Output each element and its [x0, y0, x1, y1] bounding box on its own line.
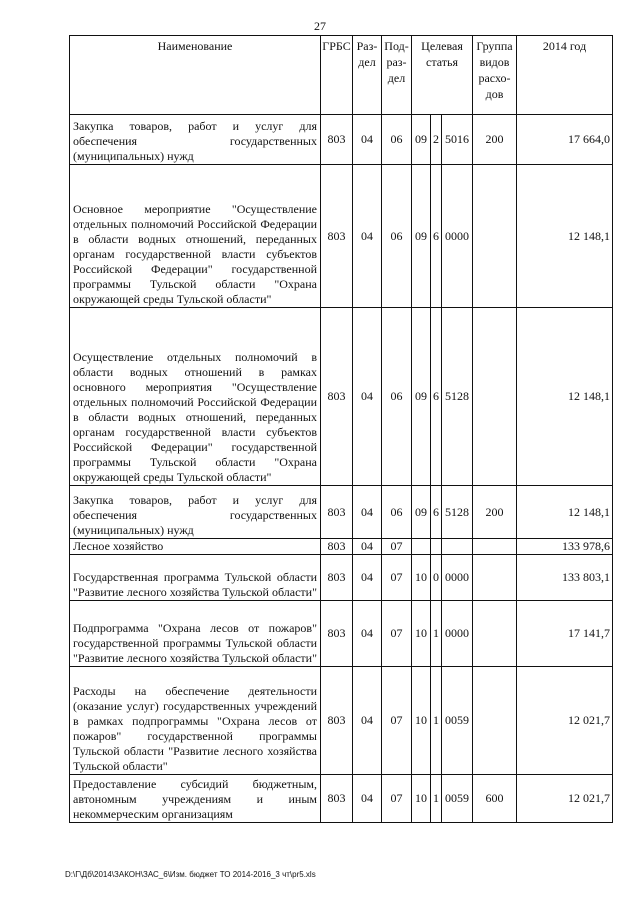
row-target-code: 0000 — [442, 165, 473, 308]
row-target-program: 10 — [412, 775, 431, 823]
table-row — [70, 667, 613, 775]
table-row — [70, 486, 613, 539]
row-expense-group — [473, 308, 517, 486]
row-name: Предоставление субсидий бюджетным, автономным учреждениям и иным некоммерческим организациям — [70, 775, 321, 823]
row-name: Основное мероприятие "Осуществление отдельных полномочий Российской Федерации в области водных отношений, переданных органам государственной власти субъектов Российской Федерации" государственной программы Тульской области "Охрана окружающей среды Тульской области" — [70, 165, 321, 308]
row-target-code: 5128 — [442, 486, 473, 539]
col-header-target: Целевая статья — [412, 36, 473, 115]
table-row — [70, 539, 613, 555]
row-target-subprogram — [431, 539, 442, 555]
row-subsection: 07 — [382, 539, 412, 555]
row-amount: 12 021,7 — [517, 775, 613, 823]
row-name: Закупка товаров, работ и услуг для обеспечения государственных (муниципальных) нужд — [70, 486, 321, 539]
row-grbs: 803 — [321, 308, 353, 486]
row-amount: 133 978,6 — [517, 539, 613, 555]
row-target-program: 09 — [412, 308, 431, 486]
row-section: 04 — [353, 555, 382, 601]
row-target-subprogram: 2 — [431, 115, 442, 165]
row-subsection: 07 — [382, 775, 412, 823]
table-row — [70, 165, 613, 308]
row-amount: 12 148,1 — [517, 165, 613, 308]
row-grbs: 803 — [321, 555, 353, 601]
table-row — [70, 775, 613, 823]
col-header-subsection: Под- раз- дел — [382, 36, 412, 115]
row-expense-group: 200 — [473, 486, 517, 539]
col-header-section: Раз- дел — [353, 36, 382, 115]
row-target-code: 5016 — [442, 115, 473, 165]
row-grbs: 803 — [321, 667, 353, 775]
row-target-subprogram: 0 — [431, 555, 442, 601]
row-subsection: 06 — [382, 165, 412, 308]
row-name: Государственная программа Тульской области "Развитие лесного хозяйства Тульской области" — [70, 555, 321, 601]
row-target-program: 09 — [412, 165, 431, 308]
row-grbs: 803 — [321, 165, 353, 308]
row-amount: 17 141,7 — [517, 601, 613, 667]
row-section: 04 — [353, 115, 382, 165]
table-row — [70, 601, 613, 667]
row-section: 04 — [353, 775, 382, 823]
row-target-subprogram: 6 — [431, 486, 442, 539]
row-section: 04 — [353, 165, 382, 308]
table-row — [70, 555, 613, 601]
row-target-program: 09 — [412, 486, 431, 539]
table-row — [70, 308, 613, 486]
row-section: 04 — [353, 539, 382, 555]
row-grbs: 803 — [321, 486, 353, 539]
col-header-grbs: ГРБС — [321, 36, 353, 115]
col-header-group: Группа видов расхо- дов — [473, 36, 517, 115]
budget-table — [69, 35, 613, 823]
row-subsection: 07 — [382, 555, 412, 601]
row-section: 04 — [353, 601, 382, 667]
row-expense-group — [473, 555, 517, 601]
table-row — [70, 115, 613, 165]
row-name: Закупка товаров, работ и услуг для обеспечения государственных (муниципальных) нужд — [70, 115, 321, 165]
row-target-subprogram: 6 — [431, 308, 442, 486]
row-amount: 12 148,1 — [517, 486, 613, 539]
row-target-program: 09 — [412, 115, 431, 165]
row-target-program: 10 — [412, 601, 431, 667]
row-expense-group: 600 — [473, 775, 517, 823]
row-expense-group — [473, 667, 517, 775]
col-header-name: Наименование — [70, 36, 321, 115]
page-number: 27 — [314, 19, 326, 33]
row-target-subprogram: 1 — [431, 601, 442, 667]
row-target-subprogram: 6 — [431, 165, 442, 308]
row-name: Лесное хозяйство — [70, 539, 321, 555]
row-name: Подпрограмма "Охрана лесов от пожаров" государственной программы Тульской области "Развитие лесного хозяйства Тульской области" — [70, 601, 321, 667]
row-target-code: 5128 — [442, 308, 473, 486]
row-target-program: 10 — [412, 555, 431, 601]
row-target-program — [412, 539, 431, 555]
row-target-subprogram: 1 — [431, 775, 442, 823]
row-target-program: 10 — [412, 667, 431, 775]
row-grbs: 803 — [321, 775, 353, 823]
row-subsection: 06 — [382, 115, 412, 165]
row-subsection: 07 — [382, 667, 412, 775]
row-grbs: 803 — [321, 115, 353, 165]
row-subsection: 07 — [382, 601, 412, 667]
row-target-code: 0059 — [442, 667, 473, 775]
row-target-code: 0059 — [442, 775, 473, 823]
header-row — [70, 36, 613, 115]
col-header-year: 2014 год — [517, 36, 613, 115]
row-name: Осуществление отдельных полномочий в области водных отношений в рамках основного мероприятия "Осуществление отдельных полномочий Российской Федерации в области водных отношений, переданных органам государственной власти субъектов Российской Федерации" государственной программы Тульской области "Охрана окружающей среды Тульской области" — [70, 308, 321, 486]
file-path-footer: D:\Г\Дб\2014\ЗАКОН\ЗАС_6\Изм. бюджет ТО 2014-2016_3 чт\pr5.xls — [65, 870, 316, 879]
row-target-code: 0000 — [442, 601, 473, 667]
row-subsection: 06 — [382, 486, 412, 539]
row-amount: 17 664,0 — [517, 115, 613, 165]
row-section: 04 — [353, 486, 382, 539]
row-grbs: 803 — [321, 539, 353, 555]
row-target-subprogram: 1 — [431, 667, 442, 775]
row-subsection: 06 — [382, 308, 412, 486]
row-target-code — [442, 539, 473, 555]
row-name: Расходы на обеспечение деятельности (оказание услуг) государственных учреждений в рамках подпрограммы "Охрана лесов от пожаров" государственной программы Тульской области "Развитие лесного хозяйства Тульской области" — [70, 667, 321, 775]
row-expense-group — [473, 601, 517, 667]
row-amount: 12 021,7 — [517, 667, 613, 775]
row-amount: 133 803,1 — [517, 555, 613, 601]
row-target-code: 0000 — [442, 555, 473, 601]
row-section: 04 — [353, 308, 382, 486]
row-expense-group — [473, 165, 517, 308]
row-amount: 12 148,1 — [517, 308, 613, 486]
row-expense-group — [473, 539, 517, 555]
row-expense-group: 200 — [473, 115, 517, 165]
row-grbs: 803 — [321, 601, 353, 667]
row-section: 04 — [353, 667, 382, 775]
